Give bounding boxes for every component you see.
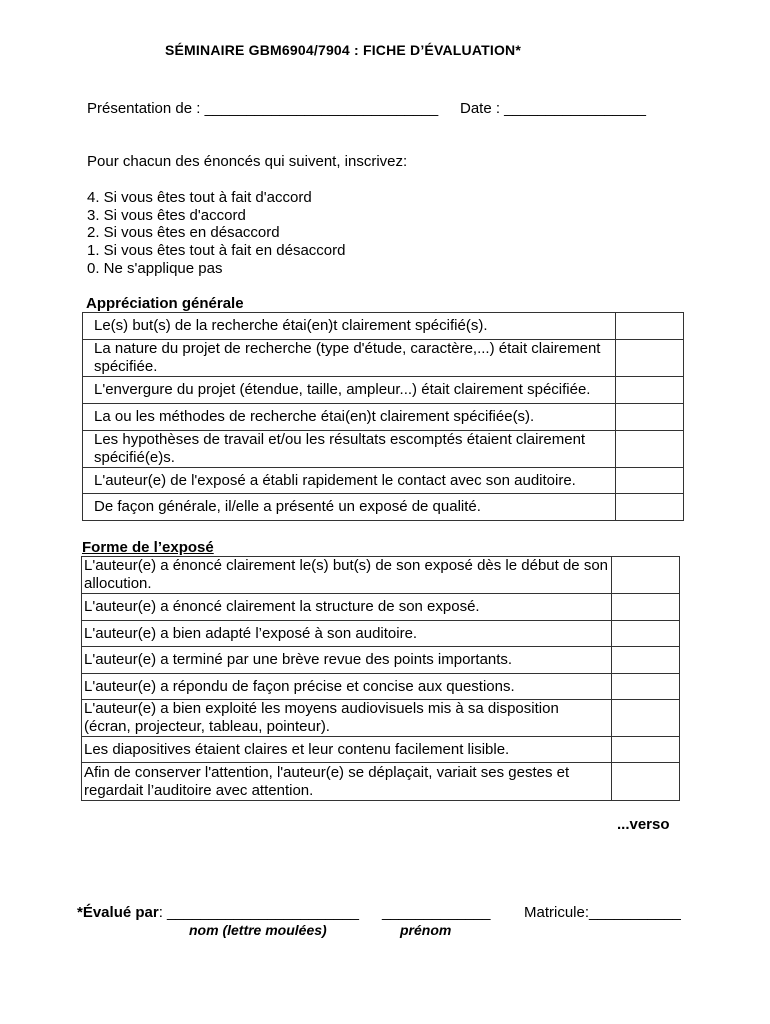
score-cell[interactable] <box>612 700 680 737</box>
instructions-intro: Pour chacun des énoncés qui suivent, inscrivez: <box>87 153 408 170</box>
statement-text: Le(s) but(s) de la recherche étai(en)t clairement spécifié(s). <box>83 313 616 340</box>
general-heading: Appréciation générale <box>86 295 244 312</box>
form-title: SÉMINAIRE GBM6904/7904 : FICHE D’ÉVALUATION* <box>164 42 522 58</box>
presentation-field[interactable]: Présentation de : ____________________________ <box>87 100 439 117</box>
statement-text: La nature du projet de recherche (type d'étude, caractère,...) était clairement spécifiée. <box>83 340 616 377</box>
scale-item: 2. Si vous êtes en désaccord <box>87 224 280 241</box>
table-row <box>83 313 684 340</box>
table-row <box>82 621 680 647</box>
scale-item: 0. Ne s'applique pas <box>87 260 223 277</box>
evaluator-name-line: : _______________________ <box>158 904 359 921</box>
score-cell[interactable] <box>612 737 680 763</box>
table-row <box>83 377 684 404</box>
scale-item: 4. Si vous êtes tout à fait d'accord <box>87 189 312 206</box>
scale-item: 1. Si vous êtes tout à fait en désaccord <box>87 242 346 259</box>
general-table <box>82 312 684 521</box>
statement-text: L'auteur(e) de l'exposé a établi rapidement le contact avec son auditoire. <box>83 468 616 494</box>
table-row <box>82 700 680 737</box>
statement-text: L'auteur(e) a énoncé clairement le(s) but(s) de son exposé dès le début de son allocution. <box>82 557 612 594</box>
score-cell[interactable] <box>616 494 684 521</box>
prenom-field[interactable]: _____________ <box>382 904 491 921</box>
score-cell[interactable] <box>616 468 684 494</box>
statement-text: L'auteur(e) a bien adapté l’exposé à son auditoire. <box>82 621 612 647</box>
scale-item: 3. Si vous êtes d'accord <box>87 207 246 224</box>
table-row <box>82 763 680 801</box>
table-row <box>83 404 684 431</box>
nom-caption: nom (lettre moulées) <box>189 922 327 938</box>
score-cell[interactable] <box>612 647 680 674</box>
statement-text: Les diapositives étaient claires et leur contenu facilement lisible. <box>82 737 612 763</box>
prenom-caption: prénom <box>400 922 452 938</box>
statement-text: De façon générale, il/elle a présenté un exposé de qualité. <box>83 494 616 521</box>
table-row <box>82 737 680 763</box>
evaluator-label: *Évalué par <box>77 904 159 921</box>
table-row <box>82 674 680 700</box>
statement-text: L'auteur(e) a terminé par une brève revue des points importants. <box>82 647 612 674</box>
table-row <box>83 494 684 521</box>
verso-note: ...verso <box>617 816 670 833</box>
score-cell[interactable] <box>616 377 684 404</box>
matricule-field[interactable]: Matricule:___________ <box>524 904 681 921</box>
evaluator-field[interactable] <box>77 904 359 922</box>
statement-text: L'envergure du projet (étendue, taille, ampleur...) était clairement spécifiée. <box>83 377 616 404</box>
score-cell[interactable] <box>616 431 684 468</box>
score-cell[interactable] <box>616 313 684 340</box>
form-table <box>81 556 680 801</box>
statement-text: La ou les méthodes de recherche étai(en)t clairement spécifiée(s). <box>83 404 616 431</box>
statement-text: L'auteur(e) a énoncé clairement la structure de son exposé. <box>82 594 612 621</box>
date-field[interactable]: Date : _________________ <box>460 100 647 117</box>
score-cell[interactable] <box>612 763 680 801</box>
statement-text: L'auteur(e) a bien exploité les moyens audiovisuels mis à sa disposition (écran, projecteur, tableau, pointeur). <box>82 700 612 737</box>
score-cell[interactable] <box>612 621 680 647</box>
score-cell[interactable] <box>616 340 684 377</box>
table-row <box>82 647 680 674</box>
table-row <box>83 431 684 468</box>
score-cell[interactable] <box>612 594 680 621</box>
table-row <box>83 468 684 494</box>
form-heading: Forme de l’exposé <box>82 539 214 556</box>
score-cell[interactable] <box>612 557 680 594</box>
score-cell[interactable] <box>612 674 680 700</box>
table-row <box>83 340 684 377</box>
statement-text: Afin de conserver l'attention, l'auteur(e) se déplaçait, variait ses gestes et regardait l’auditoire avec attention. <box>82 763 612 801</box>
score-cell[interactable] <box>616 404 684 431</box>
table-row <box>82 594 680 621</box>
statement-text: Les hypothèses de travail et/ou les résultats escomptés étaient clairement spécifié(e)s. <box>83 431 616 468</box>
statement-text: L'auteur(e) a répondu de façon précise et concise aux questions. <box>82 674 612 700</box>
table-row <box>82 557 680 594</box>
